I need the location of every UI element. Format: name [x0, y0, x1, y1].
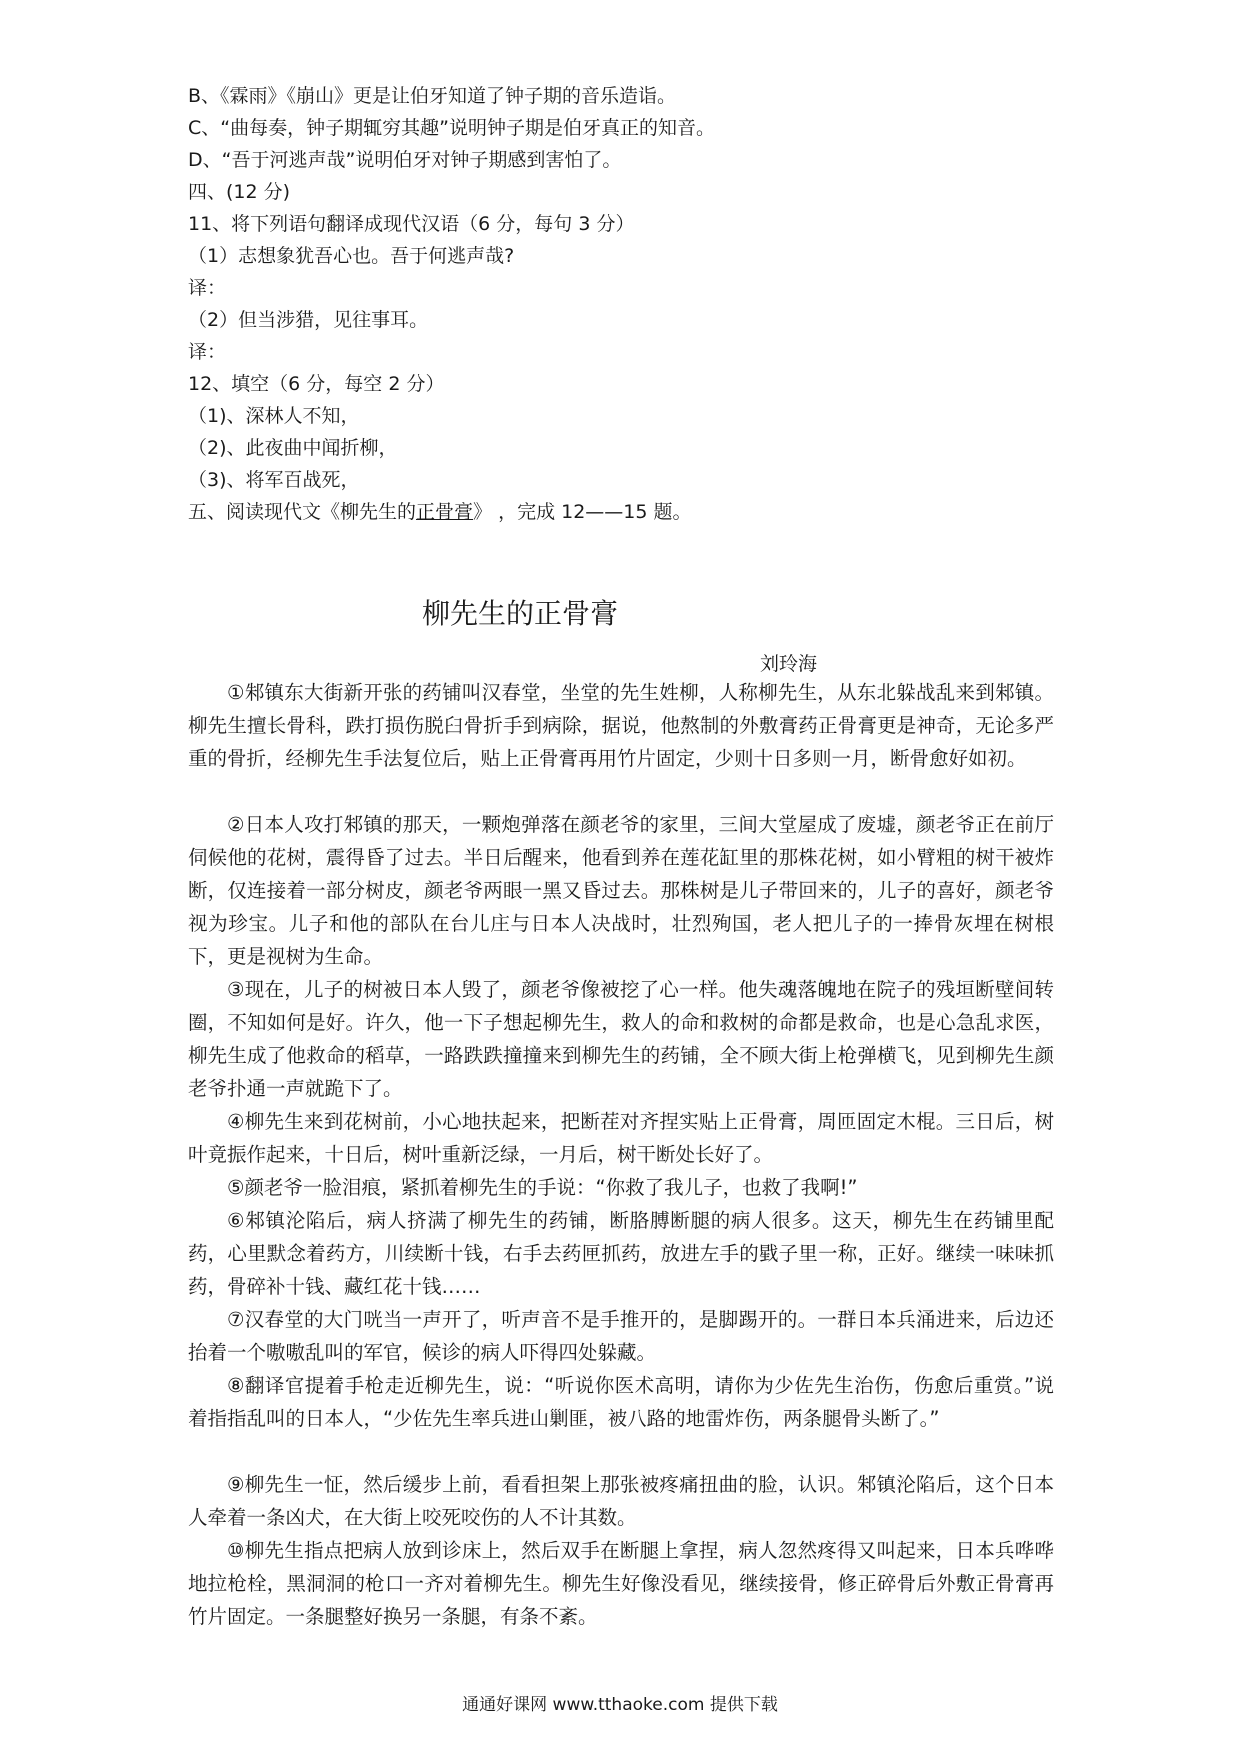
- paragraph-7: ⑦汉春堂的大门咣当一声开了，听声音不是手推开的，是脚踢开的。一群日本兵涌进来，后边还抬着一个嗷嗷乱叫的军官，候诊的病人吓得四处躲藏。: [188, 1308, 1054, 1364]
- fill-blank-1: （1)、深林人不知，: [188, 405, 360, 427]
- translation-label-2: 译：: [188, 341, 227, 363]
- article-author: 刘玲海: [760, 653, 818, 675]
- fill-blank-2: （2)、此夜曲中闻折柳，: [188, 437, 398, 459]
- paragraph-3: ③现在，儿子的树被日本人毁了，颜老爷像被挖了心一样。他失魂落魄地在院子的残垣断壁间转圈，不知如何是好。许久，他一下子想起柳先生，救人的命和救树的命都是救命，也是心急乱求医，柳先生成了他救命的稻草，一路跌跌撞撞来到柳先生的药铺，全不顾大街上枪弹横飞，见到柳先生颜老爷扑通一声就跪下了。: [188, 978, 1054, 1100]
- paragraph-5: ⑤颜老爷一脸泪痕，紧抓着柳先生的手说：“你救了我儿子，也救了我啊!”: [227, 1176, 858, 1199]
- paragraph-4: ④柳先生来到花树前，小心地扶起来，把断茬对齐捏实贴上正骨膏，周匝固定木棍。三日后，树叶竟振作起来，十日后，树叶重新泛绿，一月后，树干断处长好了。: [188, 1110, 1054, 1166]
- translation-label-1: 译：: [188, 277, 227, 299]
- question-12: 12、填空（6 分，每空 2 分）: [188, 373, 445, 395]
- section-5-suffix: 》 ，完成 12——15 题。: [473, 501, 692, 523]
- section-5-heading: [188, 496, 1088, 528]
- option-d: D、“吾于河逃声哉”说明伯牙对钟子期感到害怕了。: [188, 149, 622, 171]
- paragraph-1: ①邾镇东大街新开张的药铺叫汉春堂，坐堂的先生姓柳，人称柳先生，从东北躲战乱来到邾镇。柳先生擅长骨科，跌打损伤脱臼骨折手到病除，据说，他熬制的外敷膏药正骨膏更是神奇，无论多严重的骨折，经柳先生手法复位后，贴上正骨膏再用竹片固定，少则十日多则一月，断骨愈好如初。: [188, 681, 1054, 770]
- page-footer: 通通好课网 www.tthaoke.com 提供下载: [462, 1695, 778, 1715]
- paragraph-10: ⑩柳先生指点把病人放到诊床上，然后双手在断腿上拿捏，病人忽然疼得又叫起来，日本兵哗哗地拉枪栓，黑洞洞的枪口一齐对着柳先生。柳先生好像没看见，继续接骨，修正碎骨后外敷正骨膏再竹片固定。一条腿整好换另一条腿，有条不紊。: [188, 1539, 1054, 1628]
- fill-blank-3: （3)、将军百战死，: [188, 469, 360, 491]
- article-title: 柳先生的正骨膏: [421, 597, 618, 630]
- option-b: B、《霖雨》《崩山》更是让伯牙知道了钟子期的音乐造诣。: [188, 85, 677, 107]
- paragraph-9: ⑨柳先生一怔，然后缓步上前，看看担架上那张被疼痛扭曲的脸，认识。邾镇沦陷后，这个日本人牵着一条凶犬，在大街上咬死咬伤的人不计其数。: [188, 1473, 1054, 1529]
- paragraph-8: ⑧翻译官提着手枪走近柳先生，说：“听说你医术高明，请你为少佐先生治伤，伤愈后重赏。”说着指指乱叫的日本人，“少佐先生率兵进山剿匪，被八路的地雷炸伤，两条腿骨头断了。”: [188, 1374, 1054, 1430]
- question-11-item-2: （2）但当涉猎，见往事耳。: [188, 309, 429, 331]
- section-5-prefix: 五、阅读现代文《柳先生的: [188, 501, 417, 523]
- option-c: C、“曲每奏，钟子期辄穷其趣”说明钟子期是伯牙真正的知音。: [188, 117, 715, 139]
- paragraph-6: ⑥邾镇沦陷后，病人挤满了柳先生的药铺，断胳膊断腿的病人很多。这天，柳先生在药铺里配药，心里默念着药方，川续断十钱，右手去药匣抓药，放进左手的戥子里一称，正好。继续一味味抓药，骨碎补十钱、藏红花十钱……: [188, 1209, 1054, 1298]
- paragraph-2: ②日本人攻打邾镇的那天，一颗炮弹落在颜老爷的家里，三间大堂屋成了废墟，颜老爷正在前厅伺候他的花树，震得昏了过去。半日后醒来，他看到养在莲花缸里的那株花树，如小臂粗的树干被炸断，仅连接着一部分树皮，颜老爷两眼一黑又昏过去。那株树是儿子带回来的，儿子的喜好，颜老爷视为珍宝。儿子和他的部队在台儿庄与日本人决战时，壮烈殉国，老人把儿子的一捧骨灰埋在树根下，更是视树为生命。: [188, 813, 1054, 968]
- question-11-item-1: （1）志想象犹吾心也。吾于何逃声哉?: [188, 245, 515, 267]
- question-11: 11、将下列语句翻译成现代汉语（6 分，每句 3 分）: [188, 213, 635, 235]
- section-5-underlined: 正骨膏: [416, 501, 474, 523]
- section-4-heading: 四、(12 分): [188, 181, 291, 203]
